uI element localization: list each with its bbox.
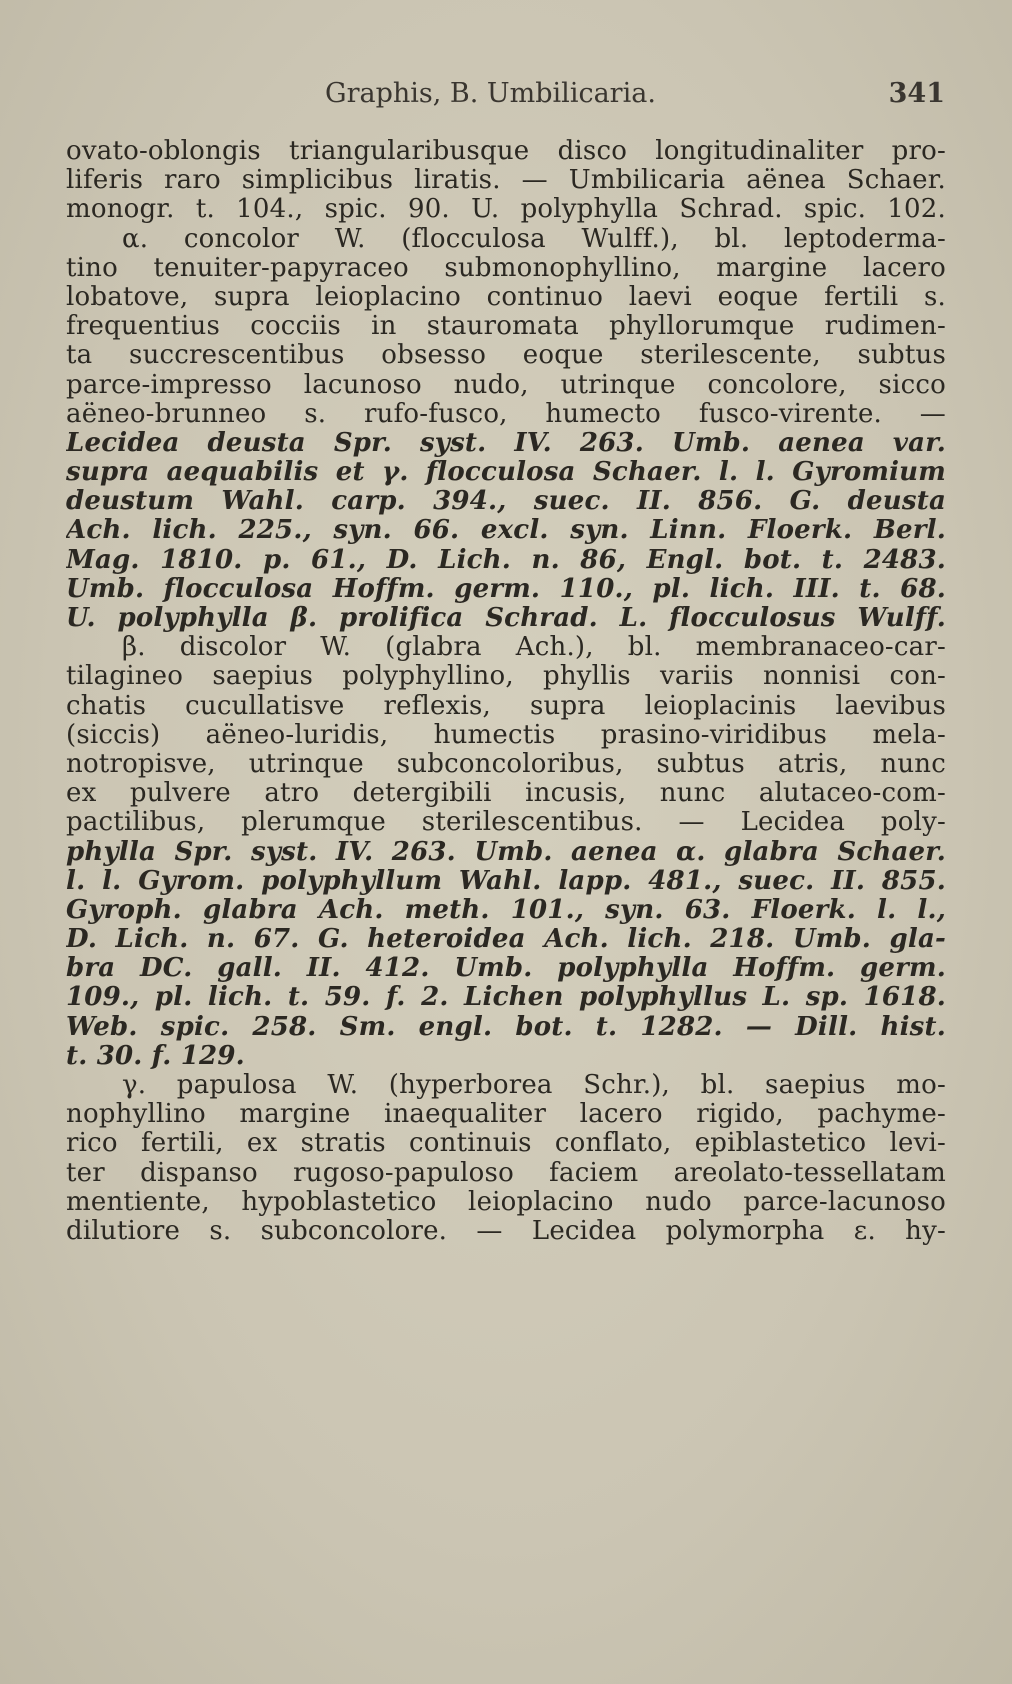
- text-line: β. discolor W. (glabra Ach.), bl. membranaceo-car-: [122, 633, 946, 663]
- text-line: deustum Wahl. carp. 394., suec. II. 856. G. deusta: [66, 487, 946, 517]
- text-line: aëneo-brunneo s. rufo-fusco, humecto fusco-virente. —: [66, 399, 946, 429]
- page-number: 341: [888, 78, 945, 109]
- text-line: bra DC. gall. II. 412. Umb. polyphylla Hoffm. germ.: [66, 954, 946, 984]
- text-line: Mag. 1810. p. 61., D. Lich. n. 86, Engl. bot. t. 2483.: [66, 545, 946, 575]
- text-line: monogr. t. 104., spic. 90. U. polyphylla Schrad. spic. 102.: [66, 195, 946, 225]
- text-line: γ. papulosa W. (hyperborea Schr.), bl. saepius mo-: [122, 1071, 946, 1100]
- text-line: t. 30. f. 129.: [66, 1041, 245, 1071]
- text-line: Lecidea deusta Spr. syst. IV. 263. Umb. aenea var.: [66, 428, 946, 458]
- text-line: Web. spic. 258. Sm. engl. bot. t. 1282. — Dill. hist.: [66, 1012, 946, 1042]
- text-line: rico fertili, ex stratis continuis conflato, epiblastetico levi-: [66, 1129, 946, 1159]
- text-line: mentiente, hypoblastetico leioplacino nudo parce-lacunoso: [66, 1187, 946, 1217]
- text-line: phylla Spr. syst. IV. 263. Umb. aenea α. glabra Schaer.: [66, 837, 946, 867]
- running-title: Graphis, B. Umbilicaria.: [325, 78, 656, 109]
- text-line: Ach. lich. 225., syn. 66. excl. syn. Linn. Floerk. Berl.: [66, 516, 946, 546]
- paragraph: [66, 137, 946, 225]
- text-line: parce-impresso lacunoso nudo, utrinque concolore, sicco: [66, 370, 946, 400]
- text-line: α. concolor W. (flocculosa Wulff.), bl. leptoderma-: [122, 224, 946, 254]
- text-line: chatis cucullatisve reflexis, supra leioplacinis laevibus: [66, 691, 946, 721]
- text-line: Gyroph. glabra Ach. meth. 101., syn. 63. Floerk. l. l.,: [66, 895, 946, 925]
- text-line: D. Lich. n. 67. G. heteroidea Ach. lich. 218. Umb. gla-: [66, 925, 946, 955]
- text-line: ta succrescentibus obsesso eoque sterilescente, subtus: [66, 341, 946, 371]
- text-line: supra aequabilis et γ. flocculosa Schaer. l. l. Gyromium: [66, 458, 946, 488]
- page-header: [270, 78, 945, 118]
- paragraph: [66, 225, 946, 634]
- text-line: liferis raro simplicibus liratis. — Umbilicaria aënea Schaer.: [66, 166, 946, 196]
- text-line: lobatove, supra leioplacino continuo laevi eoque fertili s.: [66, 282, 946, 312]
- text-line: frequentius cocciis in stauromata phyllorumque rudimen-: [66, 312, 946, 342]
- text-line: ex pulvere atro detergibili incusis, nunc alutaceo-com-: [66, 779, 946, 809]
- text-line: U. polyphylla β. prolifica Schrad. L. flocculosus Wulff.: [66, 604, 946, 633]
- text-line: tilagineo saepius polyphyllino, phyllis variis nonnisi con-: [66, 662, 946, 692]
- text-line: l. l. Gyrom. polyphyllum Wahl. lapp. 481., suec. II. 855.: [66, 866, 946, 896]
- text-line: pactilibus, plerumque sterilescentibus. — Lecidea poly-: [66, 808, 946, 838]
- paragraph: [66, 633, 946, 1071]
- text-line: 109., pl. lich. t. 59. f. 2. Lichen polyphyllus L. sp. 1618.: [66, 983, 946, 1013]
- text-line: notropisve, utrinque subconcoloribus, subtus atris, nunc: [66, 749, 946, 779]
- text-line: dilutiore s. subconcolore. — Lecidea polymorpha ε. hy-: [66, 1216, 946, 1246]
- page-body: [66, 137, 946, 1246]
- text-line: ovato-oblongis triangularibusque disco longitudinaliter pro-: [66, 137, 946, 166]
- text-line: ter dispanso rugoso-papuloso faciem areolato-tessellatam: [66, 1158, 946, 1188]
- text-line: nophyllino margine inaequaliter lacero rigido, pachyme-: [66, 1100, 946, 1130]
- text-line: Umb. flocculosa Hoffm. germ. 110., pl. lich. III. t. 68.: [66, 574, 946, 604]
- text-line: tino tenuiter-papyraceo submonophyllino, margine lacero: [66, 253, 946, 283]
- text-line: (siccis) aëneo-luridis, humectis prasino-viridibus mela-: [66, 720, 946, 750]
- paragraph: [66, 1071, 946, 1246]
